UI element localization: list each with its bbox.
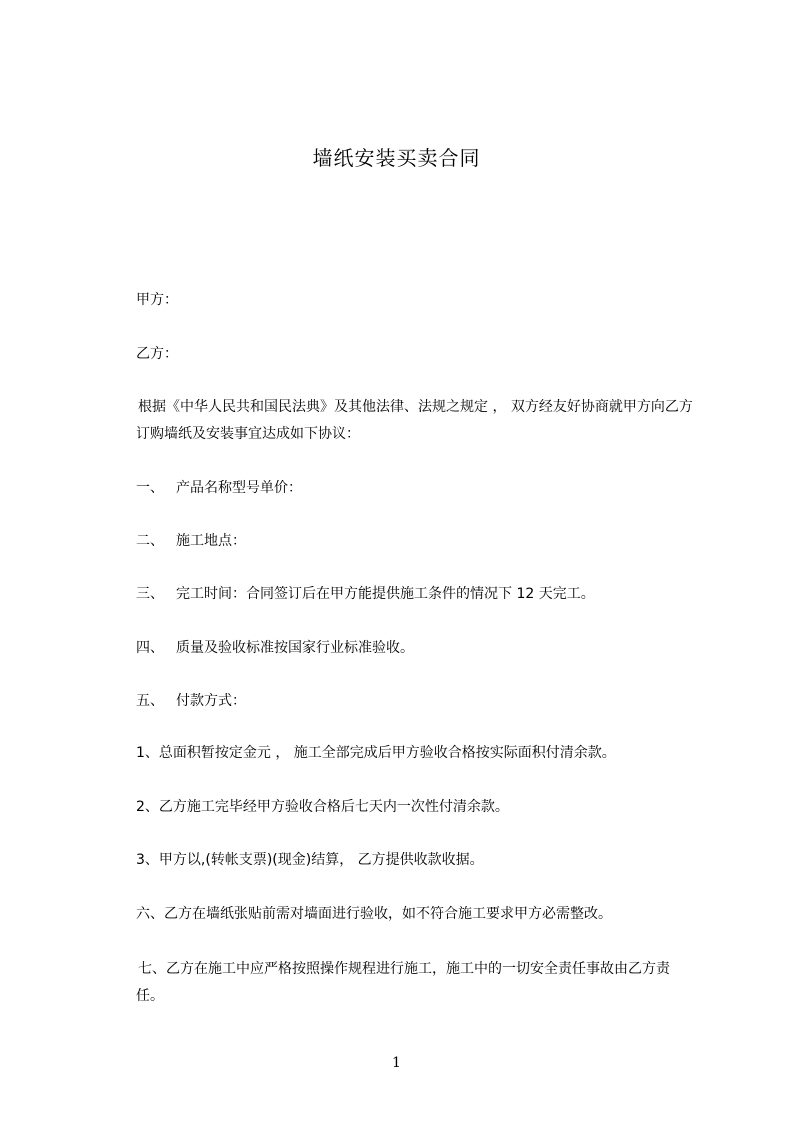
clause-number: 一、 [136, 480, 164, 496]
preamble-paragraph: 根据《中华人民共和国民法典》及其他法律、法规之规定 ， 双方经友好协商就甲方向乙方订购墙纸及安装事宜达成如下协议： [136, 399, 693, 442]
clause-text: 完工时间：合同签订后在甲方能提供施工条件的情况下 12 天完工。 [176, 586, 595, 602]
page-number: 1 [392, 1055, 401, 1071]
document-title: 墙纸安装买卖合同 [312, 146, 481, 170]
clause-five [136, 691, 246, 711]
clause-six: 六、乙方在墙纸张贴前需对墙面进行验收，如不符合施工要求甲方必需整改。 [136, 906, 612, 922]
clause-one [136, 478, 302, 498]
clause-three [136, 584, 595, 604]
clause-number: 四、 [136, 640, 164, 656]
clause-text: 付款方式： [176, 693, 246, 709]
clause-two [136, 531, 246, 551]
clause-seven: 七、乙方在施工中应严格按照操作规程进行施工，施工中的一切安全责任事故由乙方责任。 [136, 961, 670, 1004]
clause-number: 五、 [136, 693, 164, 709]
party-b-label: 乙方： [136, 346, 178, 362]
clause-four [136, 638, 414, 658]
clause-text: 产品名称型号单价： [176, 480, 302, 496]
payment-item-3: 3、甲方以,(转帐支票)(现金)结算， 乙方提供收款收据。 [136, 852, 484, 868]
party-a-label: 甲方： [136, 292, 178, 308]
clause-number: 三、 [136, 586, 164, 602]
payment-item-2: 2、乙方施工完毕经甲方验收合格后七天内一次性付清余款。 [136, 799, 509, 815]
clause-number: 二、 [136, 533, 164, 549]
clause-text: 施工地点： [176, 533, 246, 549]
payment-item-1: 1、总面积暂按定金元 ， 施工全部完成后甲方验收合格按实际面积付清余款。 [136, 745, 616, 761]
clause-text: 质量及验收标准按国家行业标准验收。 [176, 640, 414, 656]
